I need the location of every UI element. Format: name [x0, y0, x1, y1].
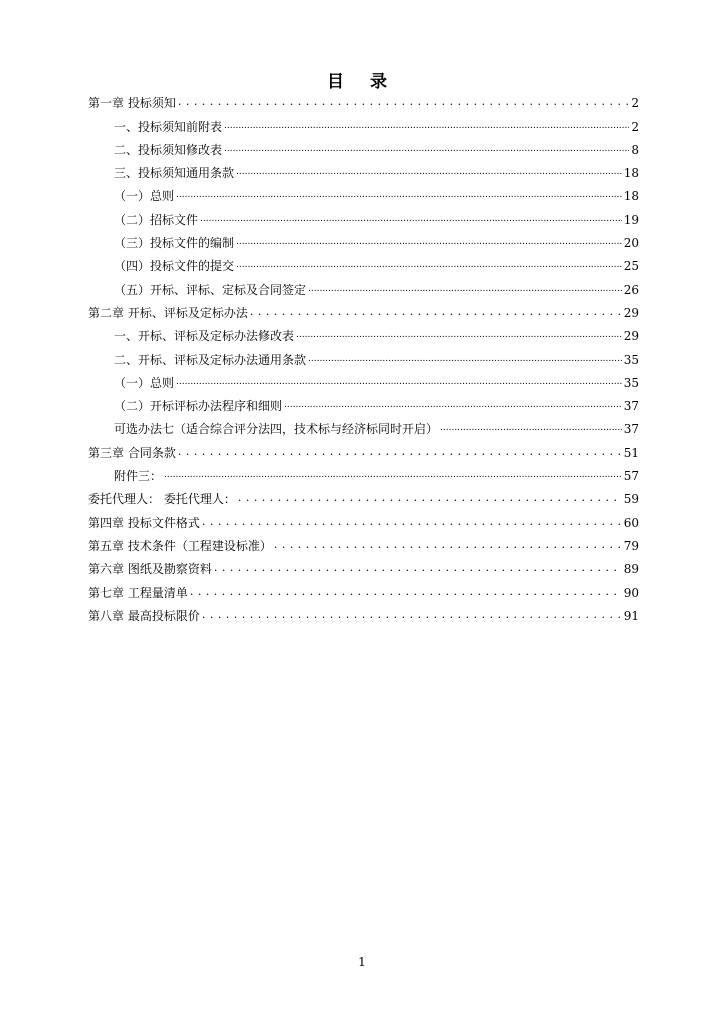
toc-entry[interactable] — [88, 321, 639, 344]
toc-entry[interactable] — [88, 204, 639, 227]
toc-entry-chapter-1[interactable] — [88, 88, 639, 111]
toc-entry-page: 26 — [623, 282, 639, 297]
toc-entry-page: 18 — [623, 166, 639, 181]
toc-entry-page: 37 — [623, 399, 639, 414]
toc-entry-label: （一）总则 — [114, 189, 175, 204]
toc-entry[interactable] — [88, 391, 639, 414]
toc-title: 目 录 — [327, 72, 397, 92]
dot-leader — [236, 258, 622, 274]
toc-entry-label: （五）开标、评标、定标及合同签定 — [114, 282, 307, 297]
dot-leader — [202, 608, 622, 624]
toc-entry-chapter-2[interactable] — [88, 298, 639, 321]
toc-entry[interactable] — [88, 158, 639, 181]
dot-leader — [176, 375, 622, 391]
toc-entry-label: 委托代理人： 委托代理人： — [88, 492, 236, 507]
toc-entry-label: 二、投标须知修改表 — [114, 142, 223, 157]
toc-entry-page: 2 — [631, 119, 639, 134]
page-number: 1 — [358, 955, 366, 969]
toc-entry-label: 附件三： — [114, 469, 163, 484]
toc-entry-label: 可选办法七（适合综合评分法四，技术标与经济标同时开启） — [114, 422, 439, 437]
dot-leader — [274, 538, 622, 554]
toc-entry-page: 35 — [623, 352, 639, 367]
toc-entry-label: 第三章 合同条款 — [88, 445, 176, 460]
toc-entry[interactable] — [88, 111, 639, 134]
toc-entry-label: 第二章 开标、评标及定标办法 — [88, 305, 248, 320]
toc-entry-label: （二）招标文件 — [114, 212, 199, 227]
toc-entry-page: 29 — [623, 329, 639, 344]
dot-leader — [224, 142, 629, 158]
toc-entry-label: 第八章 最高投标限价 — [88, 608, 200, 623]
toc-entry-chapter-7[interactable] — [88, 577, 639, 600]
toc-entry-page: 19 — [623, 212, 639, 227]
toc-entry-label: 三、投标须知通用条款 — [114, 166, 235, 181]
table-of-contents — [88, 88, 639, 624]
dot-leader — [250, 305, 622, 321]
toc-entry-page: 35 — [623, 375, 639, 390]
toc-entry[interactable] — [88, 484, 639, 507]
toc-entry-page: 37 — [623, 422, 639, 437]
toc-entry-label: 一、开标、评标及定标办法修改表 — [114, 329, 295, 344]
toc-entry[interactable] — [88, 228, 639, 251]
toc-entry-chapter-8[interactable] — [88, 601, 639, 624]
toc-entry[interactable] — [88, 181, 639, 204]
dot-leader — [164, 468, 622, 484]
toc-entry-label: （二）开标评标办法程序和细则 — [114, 399, 283, 414]
dot-leader — [284, 398, 622, 414]
toc-entry-label: 一、投标须知前附表 — [114, 119, 223, 134]
toc-entry-page: 18 — [623, 189, 639, 204]
toc-entry[interactable] — [88, 414, 639, 437]
toc-entry-label: 第一章 投标须知 — [88, 96, 176, 111]
dot-leader — [308, 352, 622, 368]
toc-entry-page: 20 — [623, 236, 639, 251]
toc-entry-label: 第六章 图纸及勘察资料 — [88, 562, 212, 577]
toc-entry-label: 二、开标、评标及定标办法通用条款 — [114, 352, 307, 367]
dot-leader — [214, 561, 622, 577]
toc-entry-page: 25 — [623, 259, 639, 274]
toc-entry-page: 90 — [623, 585, 639, 600]
toc-entry[interactable] — [88, 251, 639, 274]
dot-leader — [176, 188, 622, 204]
dot-leader — [236, 235, 622, 251]
toc-entry-chapter-5[interactable] — [88, 531, 639, 554]
toc-entry[interactable] — [88, 368, 639, 391]
toc-entry-page: 59 — [623, 492, 639, 507]
toc-entry-page: 91 — [623, 608, 639, 623]
dot-leader — [200, 212, 622, 228]
dot-leader — [236, 165, 622, 181]
toc-entry-page: 60 — [623, 515, 639, 530]
toc-entry-chapter-6[interactable] — [88, 554, 639, 577]
dot-leader — [308, 282, 622, 298]
toc-entry-page: 2 — [631, 96, 639, 111]
toc-entry-label: （一）总则 — [114, 375, 175, 390]
dot-leader — [440, 421, 622, 437]
toc-entry-label: （三）投标文件的编制 — [114, 236, 235, 251]
toc-entry-label: 第七章 工程量清单 — [88, 585, 188, 600]
dot-leader — [190, 585, 622, 601]
dot-leader — [178, 445, 622, 461]
dot-leader — [238, 491, 622, 507]
toc-entry-chapter-4[interactable] — [88, 507, 639, 530]
toc-entry-chapter-3[interactable] — [88, 437, 639, 460]
dot-leader — [178, 95, 630, 111]
toc-entry-page: 8 — [631, 142, 639, 157]
dot-leader — [296, 328, 622, 344]
toc-entry-page: 89 — [623, 562, 639, 577]
toc-entry-page: 57 — [623, 469, 639, 484]
toc-entry-page: 51 — [623, 445, 639, 460]
toc-entry-label: 第五章 技术条件（工程建设标准） — [88, 538, 272, 553]
toc-entry-page: 79 — [623, 538, 639, 553]
dot-leader — [202, 515, 622, 531]
toc-entry[interactable] — [88, 274, 639, 297]
toc-entry[interactable] — [88, 344, 639, 367]
toc-entry-label: （四）投标文件的提交 — [114, 259, 235, 274]
toc-entry[interactable] — [88, 135, 639, 158]
toc-entry[interactable] — [88, 461, 639, 484]
dot-leader — [224, 119, 629, 135]
toc-entry-label: 第四章 投标文件格式 — [88, 515, 200, 530]
toc-entry-page: 29 — [623, 305, 639, 320]
